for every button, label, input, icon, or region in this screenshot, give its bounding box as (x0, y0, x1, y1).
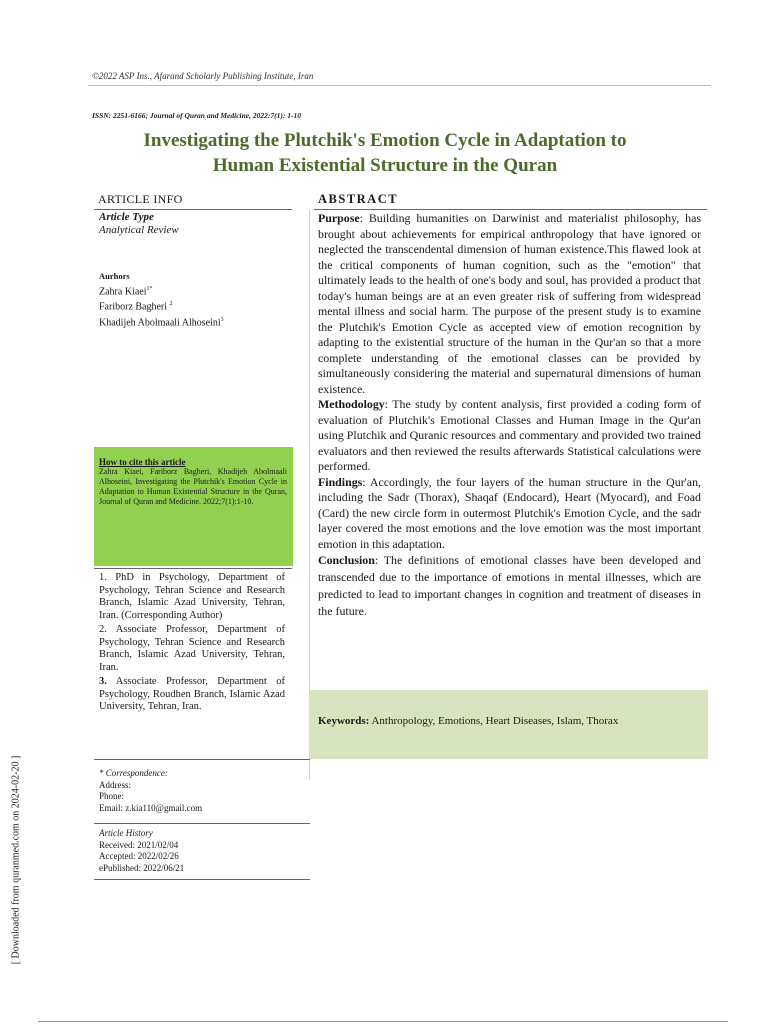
keywords: Keywords: Anthropology, Emotions, Heart Diseases, Islam, Thorax (318, 715, 619, 727)
author: Fariborz Bagheri $^2$ (99, 301, 173, 313)
published-date: ePublished: 2022/06/21 (99, 862, 185, 873)
history-label: Article History (99, 828, 153, 838)
affiliation-3: 3. Associate Professor, Department of Psychology, Roudhen Branch, Islamic Azad University, Tehran, Iran. (99, 676, 286, 712)
article-type (99, 211, 179, 237)
divider (94, 823, 310, 824)
citation-box (94, 447, 293, 566)
abstract-findings: Findings: Accordingly, the four layers of the human structure in the Qur'an, including the Sadr (Thorax), Shaqaf (Endocard), Heart (Myocard), and Foad (Card) the new circle form in outermost Plutchik's Emotion Cycle, and the sadr layer covered the most emotions and the love emotion was the most important emotion in this adaptation. (318, 474, 701, 551)
affiliation-2: 2. Associate Professor, Department of Psychology, Tehran Science and Research Branch, Islamic Azad University, Tehran, Iran. (99, 624, 285, 673)
divider (94, 879, 310, 880)
received-date: Received: 2021/02/04 (99, 839, 179, 850)
divider (314, 209, 707, 210)
article-type-label: Article Type (99, 211, 154, 223)
author: Zahra Kiaei$^{1*}$ (99, 285, 153, 297)
citation-label: How to cite this article (99, 457, 186, 467)
article-type-value: Analytical Review (99, 224, 179, 236)
download-note: [ Downloaded from quranmed.com on 2024-02-20 ] (10, 755, 22, 965)
correspondence-label: * Correspondence: (99, 768, 168, 778)
footer-divider (38, 1021, 728, 1022)
copyright-line: ©2022 ASP Ins., Afarand Scholarly Publishing Institute, Iran (92, 71, 314, 81)
header-divider (88, 85, 711, 86)
address: Address: (99, 779, 131, 790)
article-history (99, 828, 184, 874)
authors-label: Aurhors (99, 271, 130, 281)
accepted-date: Accepted: 2022/02/26 (99, 851, 179, 861)
author: Khadijeh Abolmaali Alhoseini$^3$ (99, 317, 224, 329)
divider (94, 209, 292, 210)
affiliation-1: 1. PhD in Psychology, Department of Psychology, Tehran Science and Research Branch, Islamic Azad University, Tehran, Iran. (Corresponding Author) (99, 572, 285, 621)
abstract-body (318, 211, 701, 620)
authors-block (99, 270, 224, 330)
email: Email: z.kia110@gmail.com (99, 802, 203, 813)
abstract-conclusion: Conclusion: The definitions of emotional classes have been developed and transcended due to the importance of emotions in mental illnesses, which are predicted to lead to important changes in cognition and treatment of diseases in the future. (318, 553, 701, 618)
abstract-purpose: Purpose: Building humanities on Darwinist and materialist philosophy, has brought about achievements for empirical anthropology that have ignored or neglected the transcendental dimension of human existence.This flawed look at the critical components of human cognition, such as the "emotion" that ultimately leads to the health of one's body and soul, has provided a product that today's human beings are at an even greater risk of suffering from widespread mental illness and social harm. The purpose of the present study is to examine the Plutchik's Emotion Cycle as accepted view of emotion recognition by adapting to the existential structure of the human in the Qur'an so that a more complete understanding of the emotional classes can be provided by simultaneously considering the material and supernatural dimensions of human existence. (318, 211, 701, 396)
abstract-methodology: Methodology: The study by content analysis, first provided a coding form of evaluation of Plutchik's Emotional Classes and Human Image in the Qur'an using Plutchik and Quranic resources and commentary and provided two trained evaluators and then reviewed the results afterwards Statistical calculations were performed. (318, 397, 701, 473)
correspondence (99, 768, 202, 814)
citation-text: Zahra Kiaei, Fariborz Bagheri, Khadijeh Abolmaali Alhoseini, Investigating the Plutchik's Emotion Cycle in Adaptation to Human Existential Structure in the Quran, Journal of Quran and Medicine. 2022;7(1):1-10. (99, 467, 287, 506)
affiliations (99, 572, 285, 716)
abstract-heading: ABSTRACT (318, 192, 399, 206)
article-title (100, 128, 670, 178)
article-info-heading: ARTICLE INFO (98, 192, 183, 206)
phone: Phone: (99, 791, 125, 801)
title-line-1: Investigating the Plutchik's Emotion Cycle in Adaptation to (143, 130, 627, 151)
divider (94, 759, 310, 760)
issn-line: ISSN: 2251-6166; Journal of Quran and Medicine, 2022:7(1): 1-10 (92, 111, 301, 120)
keywords-box (309, 690, 708, 759)
title-line-2: Human Existential Structure in the Quran (212, 155, 558, 176)
divider (94, 568, 292, 569)
